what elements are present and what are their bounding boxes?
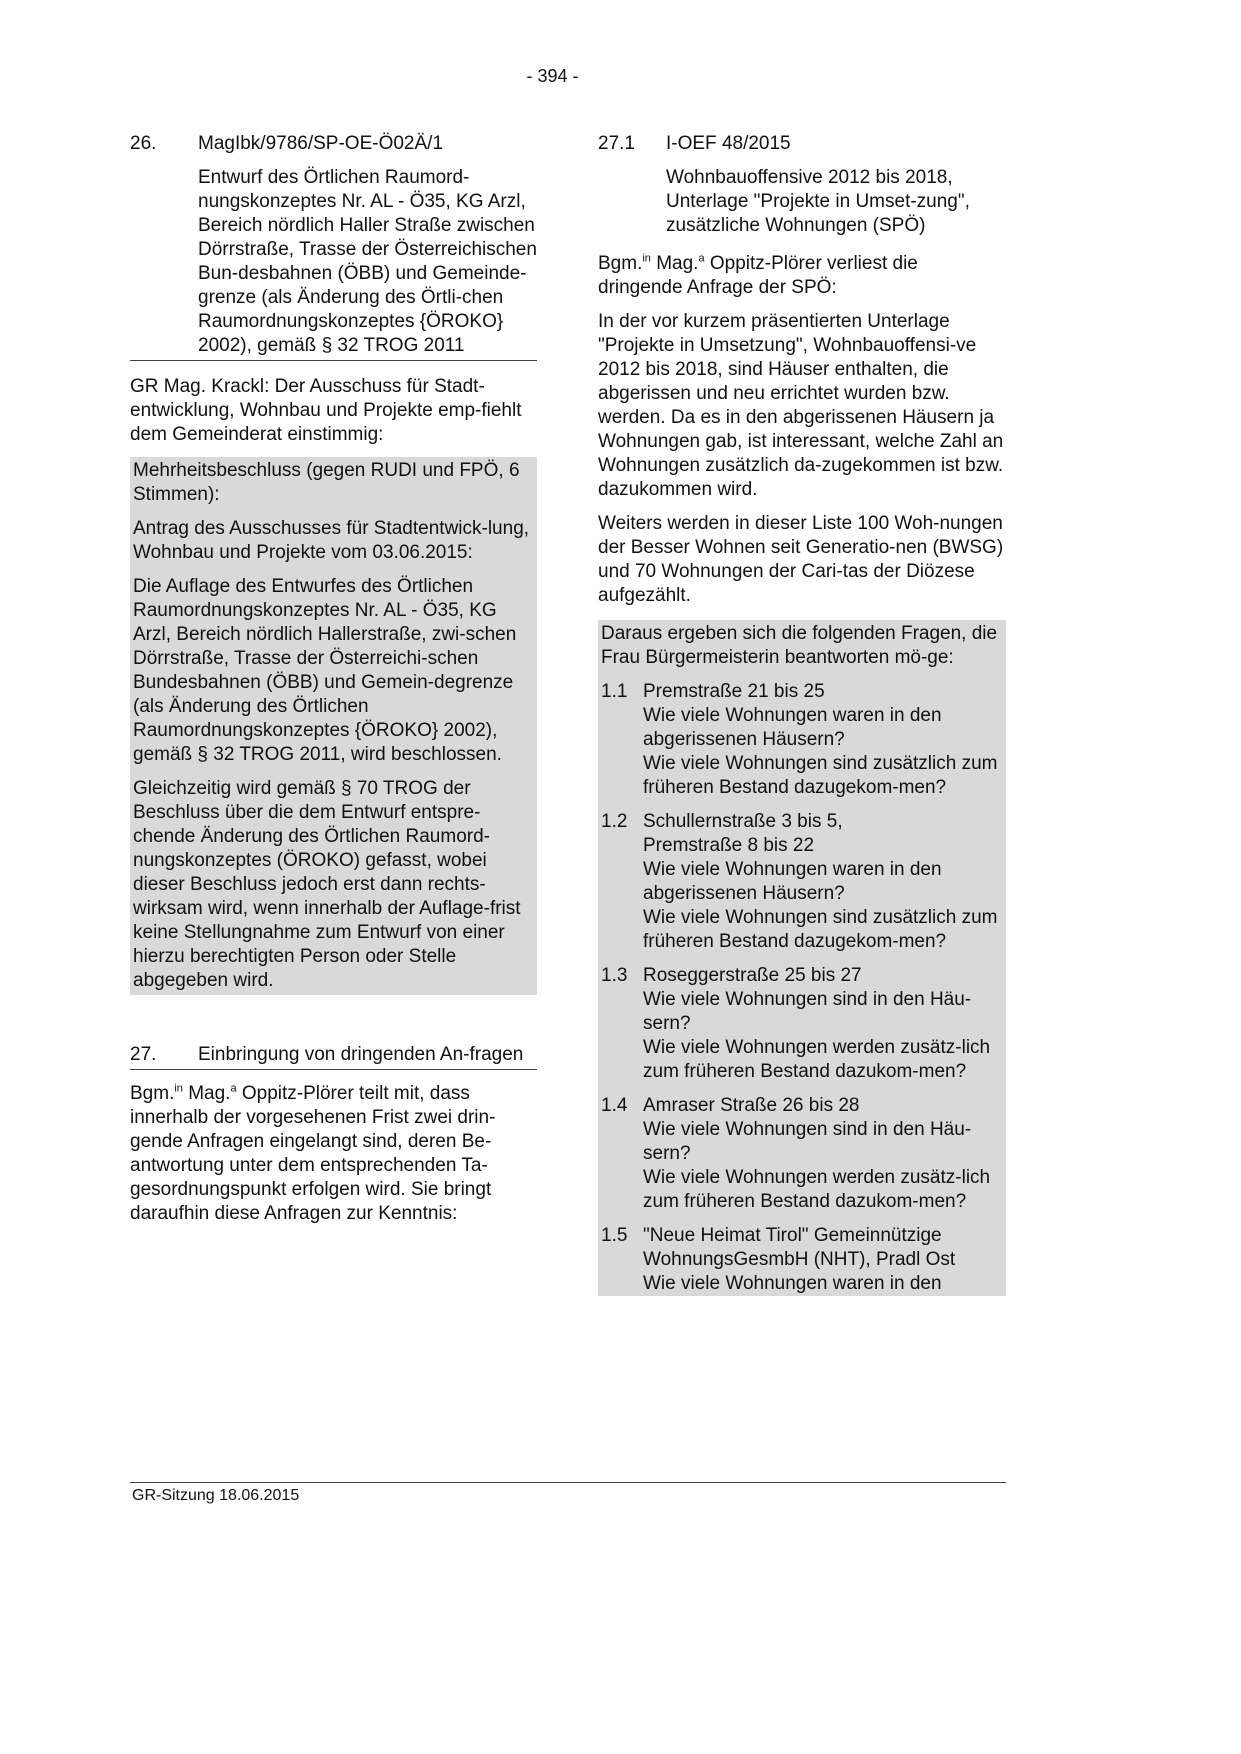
- question-line: Wie viele Wohnungen waren in den abgerissenen Häusern?: [643, 705, 942, 750]
- question-line: Wie viele Wohnungen sind zusätzlich zum früheren Bestand dazugekom-men?: [643, 753, 998, 798]
- question-list: [601, 680, 1003, 1296]
- question-number: 1.3: [601, 965, 628, 986]
- question-item: [601, 964, 1003, 1084]
- question-number: 1.4: [601, 1095, 628, 1116]
- mayor-announcement: Bgm.$^{in}$ Mag.$^a$ Oppitz-Plörer teilt mit, dass innerhalb der vorgesehenen Frist zwei drin-gende Anfragen eingelangt sind, deren Be-antwortung unter dem entsprechenden Ta-gesordnungspunkt erfolgen wird. Sie bringt daraufhin diese Anfragen zur Kenntnis:: [130, 1082, 496, 1224]
- item-27-1-header: [598, 132, 1006, 238]
- resolution-majority: Mehrheitsbeschluss (gegen RUDI und FPÖ, 6 Stimmen):: [133, 460, 520, 505]
- question-line: Wie viele Wohnungen waren in den: [643, 1273, 942, 1294]
- question-line: Wie viele Wohnungen sind zusätzlich zum früheren Bestand dazugekom-men?: [643, 907, 998, 952]
- question-body: [643, 1094, 1003, 1214]
- question-item: [601, 680, 1003, 800]
- question-line: Wie viele Wohnungen sind in den Häu-sern?: [643, 1119, 972, 1164]
- question-line: Wie viele Wohnungen werden zusätz-lich zum früheren Bestand dazukom-men?: [643, 1037, 991, 1082]
- item-27-title: Einbringung von dringenden An-fragen: [198, 1044, 524, 1065]
- footer-rule: [130, 1482, 1006, 1483]
- page-number: - 394 -: [526, 66, 579, 86]
- question-number: 1.2: [601, 811, 628, 832]
- questions-box: [598, 620, 1006, 1296]
- right-column: [598, 132, 1006, 1296]
- inquiry-paragraph-1: In der vor kurzem präsentierten Unterlage "Projekte in Umsetzung", Wohnbauoffensi-ve 2012 bis 2018, sind Häuser enthalten, die abgerissen und neu errichtet wurden bzw. werden. Da es in den abgerissenen Häusern ja Wohnungen gab, ist interessant, welche Zahl an Wohnungen zusätzlich da-zugekommen ist bzw. dazukommen wird.: [598, 311, 1004, 500]
- item-27-header: [130, 1043, 537, 1070]
- resolution-motion: Antrag des Ausschusses für Stadtentwick-lung, Wohnbau und Projekte vom 03.06.2015:: [133, 518, 530, 563]
- item-26-header: [130, 132, 537, 361]
- resolution-text: Die Auflage des Entwurfes des Örtlichen Raumordnungskonzeptes Nr. AL - Ö35, KG Arzl, Bereich nördlich Hallerstraße, zwi-schen Dörrstraße, Trasse der Österreichi-schen Bundesbahnen (ÖBB) und Gemein-degrenze (als Änderung des Örtlichen Raumordnungskonzeptes {ÖROKO} 2002), gemäß § 32 TROG 2011, wird beschlossen.: [133, 576, 517, 765]
- question-line: Premstraße 8 bis 22: [643, 835, 815, 856]
- question-line: Premstraße 21 bis 25: [643, 681, 825, 702]
- question-body: [643, 680, 1003, 800]
- item-26-number: 26.: [130, 133, 157, 154]
- question-line: Schullernstraße 3 bis 5,: [643, 811, 843, 832]
- question-item: [601, 1224, 1003, 1296]
- question-line: Wie viele Wohnungen werden zusätz-lich zum früheren Bestand dazukom-men?: [643, 1167, 991, 1212]
- item-26-description: Entwurf des Örtlichen Raumord-nungskonzeptes Nr. AL - Ö35, KG Arzl, Bereich nördlich Haller Straße zwischen Dörrstraße, Trasse der Österreichischen Bun-desbahnen (ÖBB) und Gemeinde-grenze (als Änderung des Örtli-chen Raumordnungskonzeptes {ÖROKO} 2002), gemäß § 32 TROG 2011: [198, 167, 537, 356]
- question-line: Wie viele Wohnungen sind in den Häu-sern?: [643, 989, 972, 1034]
- question-line: "Neue Heimat Tirol" Gemeinnützige WohnungsGesmbH (NHT), Pradl Ost: [643, 1225, 956, 1270]
- question-number: 1.1: [601, 681, 628, 702]
- question-line: Wie viele Wohnungen waren in den abgerissenen Häusern?: [643, 859, 942, 904]
- item-27-number: 27.: [130, 1044, 157, 1065]
- question-body: [643, 1224, 1003, 1296]
- question-item: [601, 1094, 1003, 1214]
- inquiry-paragraph-2: Weiters werden in dieser Liste 100 Woh-nungen der Besser Wohnen seit Generatio-nen (BWSG) und 70 Wohnungen der Cari-tas der Diözese aufgezählt.: [598, 513, 1004, 606]
- question-item: [601, 810, 1003, 954]
- resolution-additional: Gleichzeitig wird gemäß § 70 TROG der Beschluss über die dem Entwurf entspre-chende Änderung des Örtlichen Raumord-nungskonzeptes (ÖROKO) gefasst, wobei dieser Beschluss jedoch erst dann rechts-wirksam wird, wenn innerhalb der Auflage-frist keine Stellungnahme zum Entwurf von einer hierzu berechtigten Person oder Stelle abgegeben wird.: [133, 778, 521, 991]
- committee-recommendation: GR Mag. Krackl: Der Ausschuss für Stadt-entwicklung, Wohnbau und Projekte emp-fiehlt dem Gemeinderat einstimmig:: [130, 376, 522, 445]
- resolution-box: [130, 457, 537, 995]
- item-27-1-reference: I-OEF 48/2015: [666, 133, 791, 154]
- item-26-reference: MagIbk/9786/SP-OE-Ö02Ä/1: [198, 133, 444, 154]
- question-number: 1.5: [601, 1225, 628, 1246]
- item-27-1-description: Wohnbauoffensive 2012 bis 2018, Unterlage "Projekte in Umset-zung", zusätzliche Wohnungen (SPÖ): [666, 167, 970, 236]
- item-27-1-number: 27.1: [598, 133, 635, 154]
- question-body: [643, 810, 1003, 954]
- question-line: Amraser Straße 26 bis 28: [643, 1095, 860, 1116]
- left-column: [130, 132, 537, 1226]
- questions-intro: Daraus ergeben sich die folgenden Fragen, die Frau Bürgermeisterin beantworten mö-ge:: [601, 623, 998, 668]
- footer-text: GR-Sitzung 18.06.2015: [132, 1487, 300, 1504]
- question-body: [643, 964, 1003, 1084]
- mayor-reads-inquiry: Bgm.$^{in}$ Mag.$^a$ Oppitz-Plörer verliest die dringende Anfrage der SPÖ:: [598, 252, 918, 298]
- question-line: Roseggerstraße 25 bis 27: [643, 965, 862, 986]
